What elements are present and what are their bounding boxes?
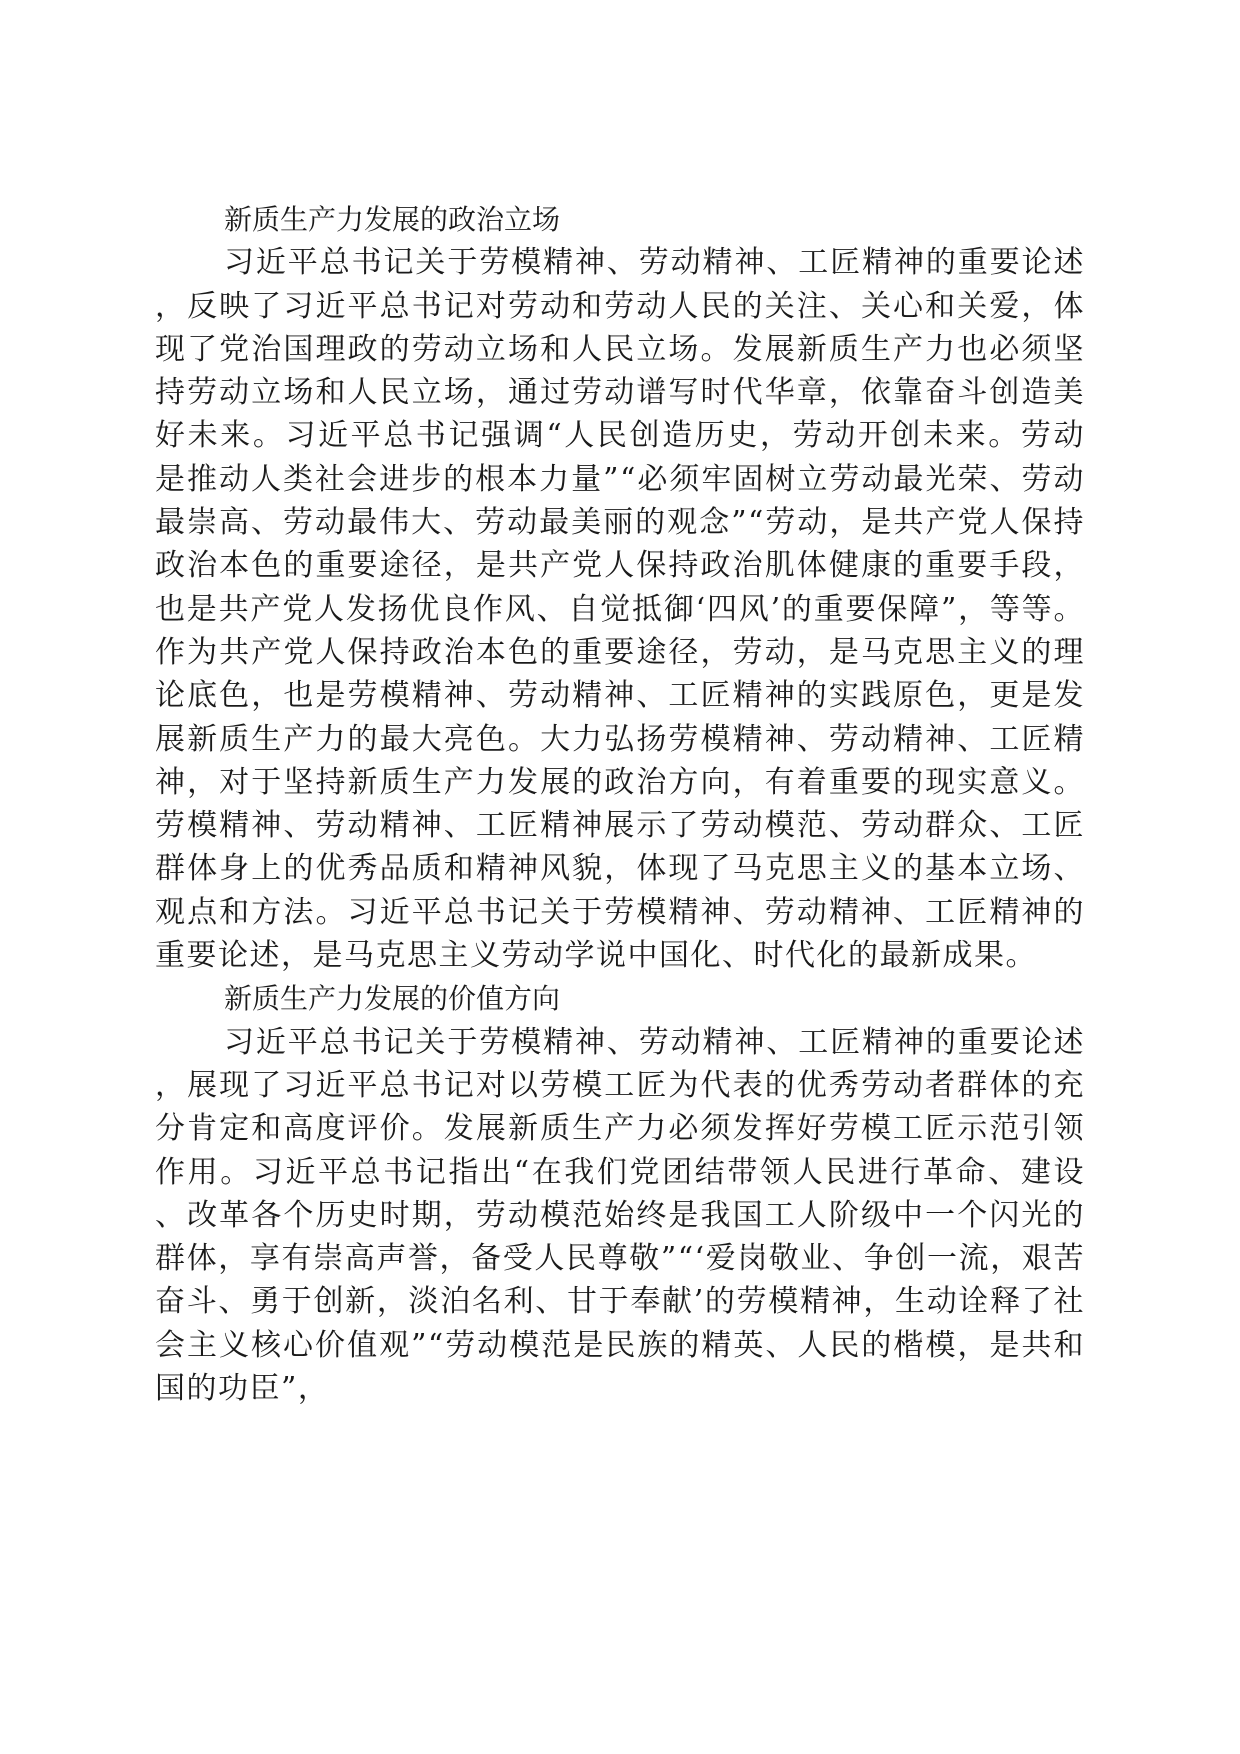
section-heading-political-stance: 新质生产力发展的政治立场 [224,203,561,236]
section-paragraph-political-stance: 习近平总书记关于劳模精神、劳动精神、工匠精神的重要论述，反映了习近平总书记对劳动和劳动人民的关注、关心和关爱，体现了党治国理政的劳动立场和人民立场。发展新质生产力也必须坚持劳动立场和人民立场，通过劳动谱写时代华章，依靠奋斗创造美好未来。习近平总书记强调“人民创造历史，劳动开创未来。劳动是推动人类社会进步的根本力量”“必须牢固树立劳动最光荣、劳动最崇高、劳动最伟大、劳动最美丽的观念”“劳动，是共产党人保持政治本色的重要途径，是共产党人保持政治肌体健康的重要手段，也是共产党人发扬优良作风、自觉抵御‘四风’的重要保障”，等等。作为共产党人保持政治本色的重要途径，劳动，是马克思主义的理论底色，也是劳模精神、劳动精神、工匠精神的实践原色，更是发展新质生产力的最大亮色。大力弘扬劳模精神、劳动精神、工匠精神，对于坚持新质生产力发展的政治方向，有着重要的现实意义。劳模精神、劳动精神、工匠精神展示了劳动模范、劳动群众、工匠群体身上的优秀品质和精神风貌，体现了马克思主义的基本立场、观点和方法。习近平总书记关于劳模精神、劳动精神、工匠精神的重要论述，是马克思主义劳动学说中国化、时代化的最新成果。 [155,245,1085,974]
section-heading-value-direction: 新质生产力发展的价值方向 [224,982,561,1016]
document-body [155,198,1085,1410]
section-paragraph-value-direction: 习近平总书记关于劳模精神、劳动精神、工匠精神的重要论述，展现了习近平总书记对以劳模工匠为代表的优秀劳动者群体的充分肯定和高度评价。发展新质生产力必须发挥好劳模工匠示范引领作用。习近平总书记指出“在我们党团结带领人民进行革命、建设、改革各个历史时期，劳动模范始终是我国工人阶级中一个闪光的群体，享有崇高声誉，备受人民尊敬”“‘爱岗敬业、争创一流，艰苦奋斗、勇于创新，淡泊名利、甘于奉献’的劳模精神，生动诠释了社会主义核心价值观”“劳动模范是民族的精英、人民的楷模，是共和国的功臣”， [155,1024,1085,1407]
